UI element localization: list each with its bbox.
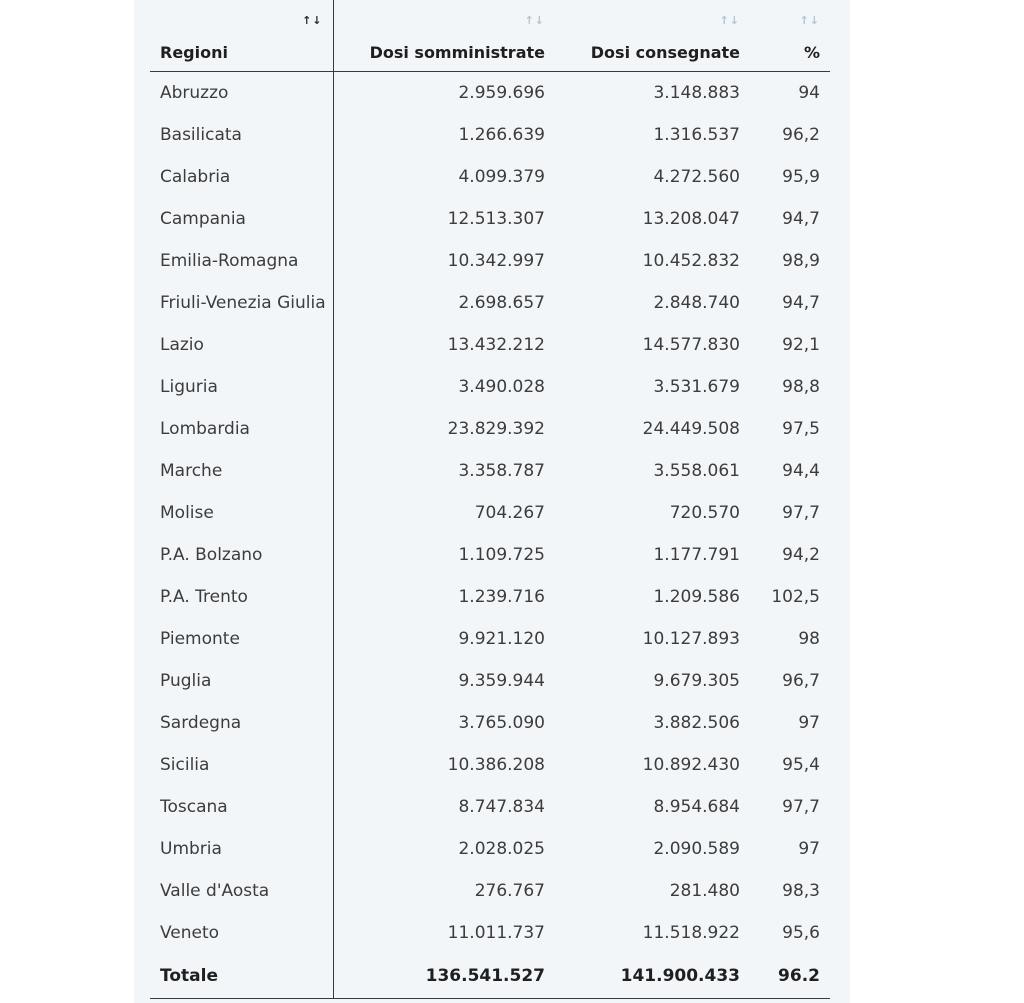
cell-region: Sardegna (150, 702, 333, 744)
cell-delivered: 720.570 (669, 503, 740, 523)
cell-administered: 23.829.392 (447, 419, 545, 439)
cell-delivered: 10.452.832 (642, 251, 740, 271)
table-row (150, 702, 830, 744)
cell-delivered: 8.954.684 (653, 797, 740, 817)
table-row (150, 282, 830, 324)
cell-region: Abruzzo (150, 72, 333, 115)
cell-administered: 3.490.028 (458, 377, 545, 397)
table-body (150, 72, 830, 999)
cell-administered: 276.767 (474, 881, 545, 901)
cell-administered: 1.109.725 (458, 545, 545, 565)
table-row (150, 114, 830, 156)
column-header-regions[interactable] (150, 0, 333, 72)
cell-percent: 94 (798, 83, 820, 103)
cell-percent: 94,7 (782, 209, 820, 229)
cell-region: Veneto (150, 912, 333, 954)
table-row (150, 828, 830, 870)
cell-administered: 13.432.212 (447, 335, 545, 355)
table-row (150, 72, 830, 115)
cell-region: Liguria (150, 366, 333, 408)
sort-arrows-icon[interactable]: ↑↓ (799, 14, 820, 27)
table-row (150, 534, 830, 576)
cell-region: Sicilia (150, 744, 333, 786)
cell-delivered: 13.208.047 (642, 209, 740, 229)
cell-region: P.A. Bolzano (150, 534, 333, 576)
cell-percent: 96,2 (782, 125, 820, 145)
table-row (150, 198, 830, 240)
cell-delivered: 10.127.893 (642, 629, 740, 649)
cell-region: Emilia-Romagna (150, 240, 333, 282)
cell-percent: 97,5 (782, 419, 820, 439)
table-row (150, 576, 830, 618)
sort-arrows-icon[interactable]: ↑↓ (719, 14, 740, 27)
cell-region: Molise (150, 492, 333, 534)
cell-percent: 94,2 (782, 545, 820, 565)
total-percent: 96.2 (750, 954, 830, 999)
cell-percent: 97,7 (782, 797, 820, 817)
cell-region: Lombardia (150, 408, 333, 450)
cell-administered: 3.358.787 (458, 461, 545, 481)
cell-administered: 2.959.696 (458, 83, 545, 103)
cell-region: Lazio (150, 324, 333, 366)
cell-percent: 95,4 (782, 755, 820, 775)
table-row (150, 240, 830, 282)
cell-delivered: 2.090.589 (653, 839, 740, 859)
cell-region: P.A. Trento (150, 576, 333, 618)
cell-percent: 98,8 (782, 377, 820, 397)
cell-region: Campania (150, 198, 333, 240)
cell-region: Toscana (150, 786, 333, 828)
cell-percent: 98,3 (782, 881, 820, 901)
column-header-administered-label: Dosi somministrate (369, 43, 545, 62)
cell-administered: 9.921.120 (458, 629, 545, 649)
cell-delivered: 3.148.883 (653, 83, 740, 103)
vaccine-doses-table (150, 0, 830, 999)
cell-delivered: 1.316.537 (653, 125, 740, 145)
cell-percent: 98,9 (782, 251, 820, 271)
total-administered: 136.541.527 (333, 954, 555, 999)
column-header-delivered-label: Dosi consegnate (590, 43, 740, 62)
cell-percent: 94,4 (782, 461, 820, 481)
cell-percent: 95,6 (782, 923, 820, 943)
total-label: Totale (150, 954, 333, 999)
total-delivered: 141.900.433 (555, 954, 750, 999)
cell-delivered: 14.577.830 (642, 335, 740, 355)
cell-region: Friuli-Venezia Giulia (150, 282, 333, 324)
column-header-regions-label: Regioni (160, 43, 228, 62)
cell-region: Calabria (150, 156, 333, 198)
cell-percent: 95,9 (782, 167, 820, 187)
cell-administered: 3.765.090 (458, 713, 545, 733)
cell-administered: 8.747.834 (458, 797, 545, 817)
cell-percent: 94,7 (782, 293, 820, 313)
cell-administered: 2.028.025 (458, 839, 545, 859)
table-row (150, 408, 830, 450)
column-header-percent-label: % (803, 43, 820, 62)
cell-percent: 97,7 (782, 503, 820, 523)
cell-administered: 11.011.737 (447, 923, 545, 943)
table-row (150, 450, 830, 492)
cell-percent: 98 (798, 629, 820, 649)
cell-administered: 2.698.657 (458, 293, 545, 313)
table-row (150, 324, 830, 366)
column-header-percent[interactable] (750, 0, 830, 72)
cell-region: Puglia (150, 660, 333, 702)
cell-region: Piemonte (150, 618, 333, 660)
table-row (150, 912, 830, 954)
cell-delivered: 3.531.679 (653, 377, 740, 397)
table-row (150, 786, 830, 828)
cell-administered: 12.513.307 (447, 209, 545, 229)
cell-region: Valle d'Aosta (150, 870, 333, 912)
cell-percent: 97 (798, 713, 820, 733)
cell-delivered: 4.272.560 (653, 167, 740, 187)
table-row (150, 492, 830, 534)
table-row (150, 660, 830, 702)
sort-arrows-icon[interactable]: ↑↓ (524, 14, 545, 27)
cell-percent: 96,7 (782, 671, 820, 691)
cell-delivered: 24.449.508 (642, 419, 740, 439)
cell-administered: 1.239.716 (458, 587, 545, 607)
table-row (150, 870, 830, 912)
sort-arrows-icon[interactable]: ↑↓ (302, 14, 323, 27)
cell-administered: 1.266.639 (458, 125, 545, 145)
total-row (150, 954, 830, 999)
cell-administered: 10.342.997 (447, 251, 545, 271)
cell-administered: 10.386.208 (447, 755, 545, 775)
cell-region: Marche (150, 450, 333, 492)
cell-percent: 102,5 (771, 587, 820, 607)
table-row (150, 744, 830, 786)
column-header-administered[interactable] (333, 0, 555, 72)
cell-delivered: 10.892.430 (642, 755, 740, 775)
cell-region: Umbria (150, 828, 333, 870)
vaccine-doses-table-container (150, 0, 830, 999)
column-header-delivered[interactable] (555, 0, 750, 72)
cell-delivered: 11.518.922 (642, 923, 740, 943)
header-row (150, 0, 830, 72)
cell-delivered: 1.177.791 (653, 545, 740, 565)
cell-delivered: 3.558.061 (653, 461, 740, 481)
table-row (150, 366, 830, 408)
cell-delivered: 281.480 (669, 881, 740, 901)
cell-administered: 704.267 (474, 503, 545, 523)
cell-administered: 4.099.379 (458, 167, 545, 187)
table-row (150, 618, 830, 660)
table-row (150, 156, 830, 198)
cell-delivered: 2.848.740 (653, 293, 740, 313)
table-header (150, 0, 830, 72)
cell-delivered: 1.209.586 (653, 587, 740, 607)
cell-delivered: 9.679.305 (653, 671, 740, 691)
cell-percent: 92,1 (782, 335, 820, 355)
cell-administered: 9.359.944 (458, 671, 545, 691)
cell-delivered: 3.882.506 (653, 713, 740, 733)
cell-region: Basilicata (150, 114, 333, 156)
cell-percent: 97 (798, 839, 820, 859)
